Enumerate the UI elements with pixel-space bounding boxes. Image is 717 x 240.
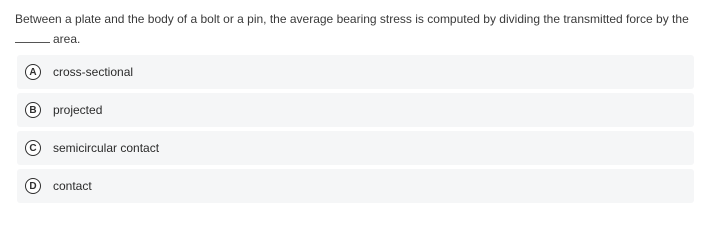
question-line-1: Between a plate and the body of a bolt or a pin, the average bearing stress is computed by dividing the transmitted force by the xyxy=(15,12,689,26)
option-a[interactable] xyxy=(17,55,694,89)
option-c-letter-badge: C xyxy=(25,140,41,156)
option-c[interactable] xyxy=(17,131,694,165)
option-b-letter-badge: B xyxy=(25,102,41,118)
option-d-letter-badge: D xyxy=(25,178,41,194)
option-d[interactable] xyxy=(17,169,694,203)
answer-blank xyxy=(15,33,50,43)
option-a-letter-badge: A xyxy=(25,64,41,80)
option-c-label: semicircular contact xyxy=(53,141,160,155)
option-a-label: cross-sectional xyxy=(53,65,134,79)
question-line-2: area. xyxy=(53,32,81,46)
option-b[interactable] xyxy=(17,93,694,127)
option-b-label: projected xyxy=(53,103,103,117)
question-text xyxy=(15,9,705,49)
option-d-label: contact xyxy=(53,179,92,193)
answer-options xyxy=(17,55,694,207)
